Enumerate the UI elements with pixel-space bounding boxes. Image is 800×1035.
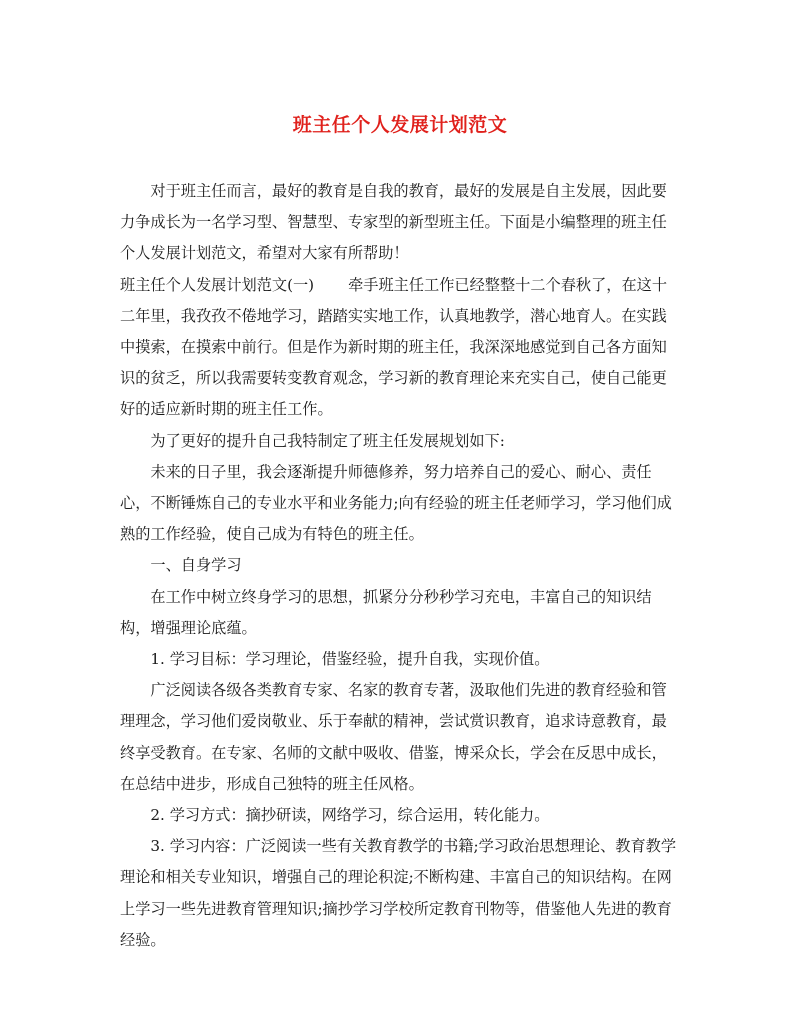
paragraph-method: 2. 学习方式：摘抄研读，网络学习，综合运用，转化能力。 (150, 806, 550, 825)
paragraph-goal: 1. 学习目标：学习理论，借鉴经验，提升自我，实现价值。 (150, 650, 550, 669)
paragraph-subheading-self-study: 一、自身学习 (150, 556, 242, 575)
section-heading: 班主任个人发展计划范文(一) (120, 275, 315, 294)
paragraph-content: 3. 学习内容：广泛阅读一些有关教育教学的书籍;学习政治思想理论、教育教学理论和相关专业知识，增强自己的理论积淀;不断构建、丰富自己的知识结构。在网上学习一些先进教育管理知识;摘抄学习学校所定教育刊物等，借鉴他人先进的教育经验。 (120, 837, 677, 949)
paragraph-plan-intro: 为了更好的提升自己我特制定了班主任发展规划如下: (150, 431, 505, 450)
document-title: 班主任个人发展计划范文 (292, 114, 508, 136)
paragraph-reading: 广泛阅读各级各类教育专家、名家的教育专著，汲取他们先进的教育经验和管理理念，学习他们爱岗敬业、乐于奉献的精神，尝试赏识教育，追求诗意教育，最终享受教育。在专家、名师的文献中吸收、借鉴，博采众长，学会在反思中成长，在总结中进步，形成自己独特的班主任风格。 (120, 681, 667, 793)
paragraph-intro: 对于班主任而言，最好的教育是自我的教育，最好的发展是自主发展，因此要力争成长为一名学习型、智慧型、专家型的新型班主任。下面是小编整理的班主任个人发展计划范文，希望对大家有所帮助！ (120, 182, 667, 263)
paragraph-future: 未来的日子里，我会逐渐提升师德修养，努力培养自己的爱心、耐心、责任心，不断锤炼自己的专业水平和业务能力;向有经验的班主任老师学习，学习他们成熟的工作经验，使自己成为有特色的班主任。 (120, 462, 672, 544)
document-body (120, 176, 680, 956)
section-one-text: 牵手班主任工作已经整整十二个春秋了，在这十二年里，我孜孜不倦地学习，踏踏实实地工作，认真地教学，潜心地育人。在实践中摸索，在摸索中前行。但是作为新时期的班主任，我深深地感觉到自己各方面知识的贫乏，所以我需要转变教育观念，学习新的教育理论来充实自己，使自己能更好的适应新时期的班主任工作。 (120, 275, 668, 419)
paragraph-lifelong-learning: 在工作中树立终身学习的思想，抓紧分分秒秒学习充电，丰富自己的知识结构，增强理论底蕴。 (120, 587, 652, 637)
paragraph-section-one (120, 270, 680, 426)
